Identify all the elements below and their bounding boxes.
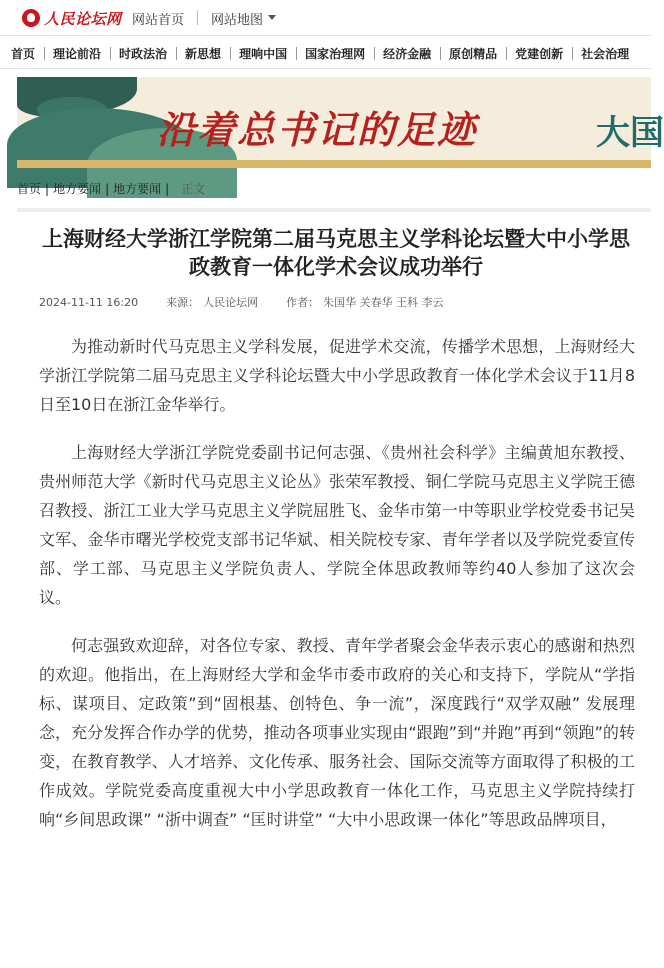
- main-nav: [0, 37, 651, 69]
- breadcrumb-current: 正文: [181, 182, 206, 196]
- banner[interactable]: [17, 77, 664, 168]
- nav-item-original[interactable]: 原创精品: [449, 45, 515, 62]
- breadcrumb-local-news[interactable]: 地方要闻: [53, 182, 102, 196]
- nav-item-economy-finance[interactable]: 经济金融: [383, 45, 449, 62]
- site-map-link[interactable]: 网站地图: [211, 13, 264, 28]
- logo-text: 人民论坛网: [44, 9, 122, 28]
- nav-item-politics-law[interactable]: 时政法治: [119, 45, 185, 62]
- breadcrumb: 首页 | 地方要闻 | 地方要闻 | 正文: [17, 182, 206, 196]
- divider: [17, 208, 651, 212]
- nav-item-party-building[interactable]: 党建创新: [515, 45, 581, 62]
- article-title: 上海财经大学浙江学院第二届马克思主义学科论坛暨大中小学思政教育一体化学术会议成功举行: [42, 226, 630, 279]
- article-body: [39, 332, 635, 853]
- source-name: 人民论坛网: [203, 296, 259, 309]
- source-label: 来源：: [166, 296, 200, 309]
- article-meta: [39, 294, 448, 310]
- banner-tail-text: 大国: [596, 113, 664, 153]
- nav-item-new-thought[interactable]: 新思想: [185, 45, 239, 62]
- article-paragraph: 上海财经大学浙江学院党委副书记何志强、《贵州社会科学》主编黄旭东教授、贵州师范大学《新时代马克思主义论丛》张荣军教授、铜仁学院马克思主义学院王德召教授、浙江工业大学马克思主义学院屈胜飞、金华市第一中等职业学校党委书记吴文军、金华市曙光学校党支部书记华斌、相关院校专家、青年学者以及学院党委宣传部、学工部、马克思主义学院负责人、学院全体思政教师等约40人参加了这次会议。: [39, 443, 635, 607]
- nav-item-lixiang-china[interactable]: 理响中国: [239, 45, 305, 62]
- site-logo[interactable]: [22, 6, 122, 30]
- article-paragraph: 为推动新时代马克思主义学科发展，促进学术交流，传播学术思想，上海财经大学浙江学院第二届马克思主义学科论坛暨大中小学思政教育一体化学术会议于11月8日至10日在浙江金华举行。: [39, 337, 635, 414]
- nav-item-home[interactable]: 首页: [11, 45, 53, 62]
- chevron-down-icon[interactable]: [268, 15, 276, 20]
- author-label: 作者：: [286, 296, 320, 309]
- nav-item-governance[interactable]: 国家治理网: [305, 45, 383, 62]
- breadcrumb-home[interactable]: 首页: [17, 182, 42, 196]
- article-paragraph: 何志强致欢迎辞，对各位专家、教授、青年学者聚会金华表示衷心的感谢和热烈的欢迎。他指出，在上海财经大学和金华市委市政府的关心和支持下，学院从“学指标、谋项目、定政策”到“固根基、创特色、争一流”，深度践行“双学双融” 发展理念，充分发挥合作办学的优势，推动各项事业实现由“跟跑”到“并跑”再到“领跑”的转变，在教育教学、人才培养、文化传承、服务社会、国际交流等方面取得了积极的工作成效。学院党委高度重视大中小学思政教育一体化工作，马克思主义学院持续打响“乡间思政课” “浙中调查” “匡时讲堂” “大中小思政课一体化”等思政品牌项目，: [39, 636, 635, 829]
- site-home-link[interactable]: 网站首页: [132, 13, 185, 28]
- breadcrumb-local-news-2[interactable]: 地方要闻: [113, 182, 162, 196]
- logo-icon: [22, 9, 40, 27]
- banner-gold-strip: [17, 160, 651, 168]
- top-bar: [0, 0, 651, 36]
- banner-title: 沿着总书记的足迹: [157, 107, 478, 152]
- author-names: 朱国华 关春华 王科 李云: [323, 296, 444, 309]
- nav-item-social-governance[interactable]: 社会治理: [581, 46, 630, 61]
- divider: [197, 10, 198, 25]
- nav-item-theory[interactable]: 理论前沿: [53, 45, 119, 62]
- publish-date: 2024-11-11 16:20: [39, 296, 139, 309]
